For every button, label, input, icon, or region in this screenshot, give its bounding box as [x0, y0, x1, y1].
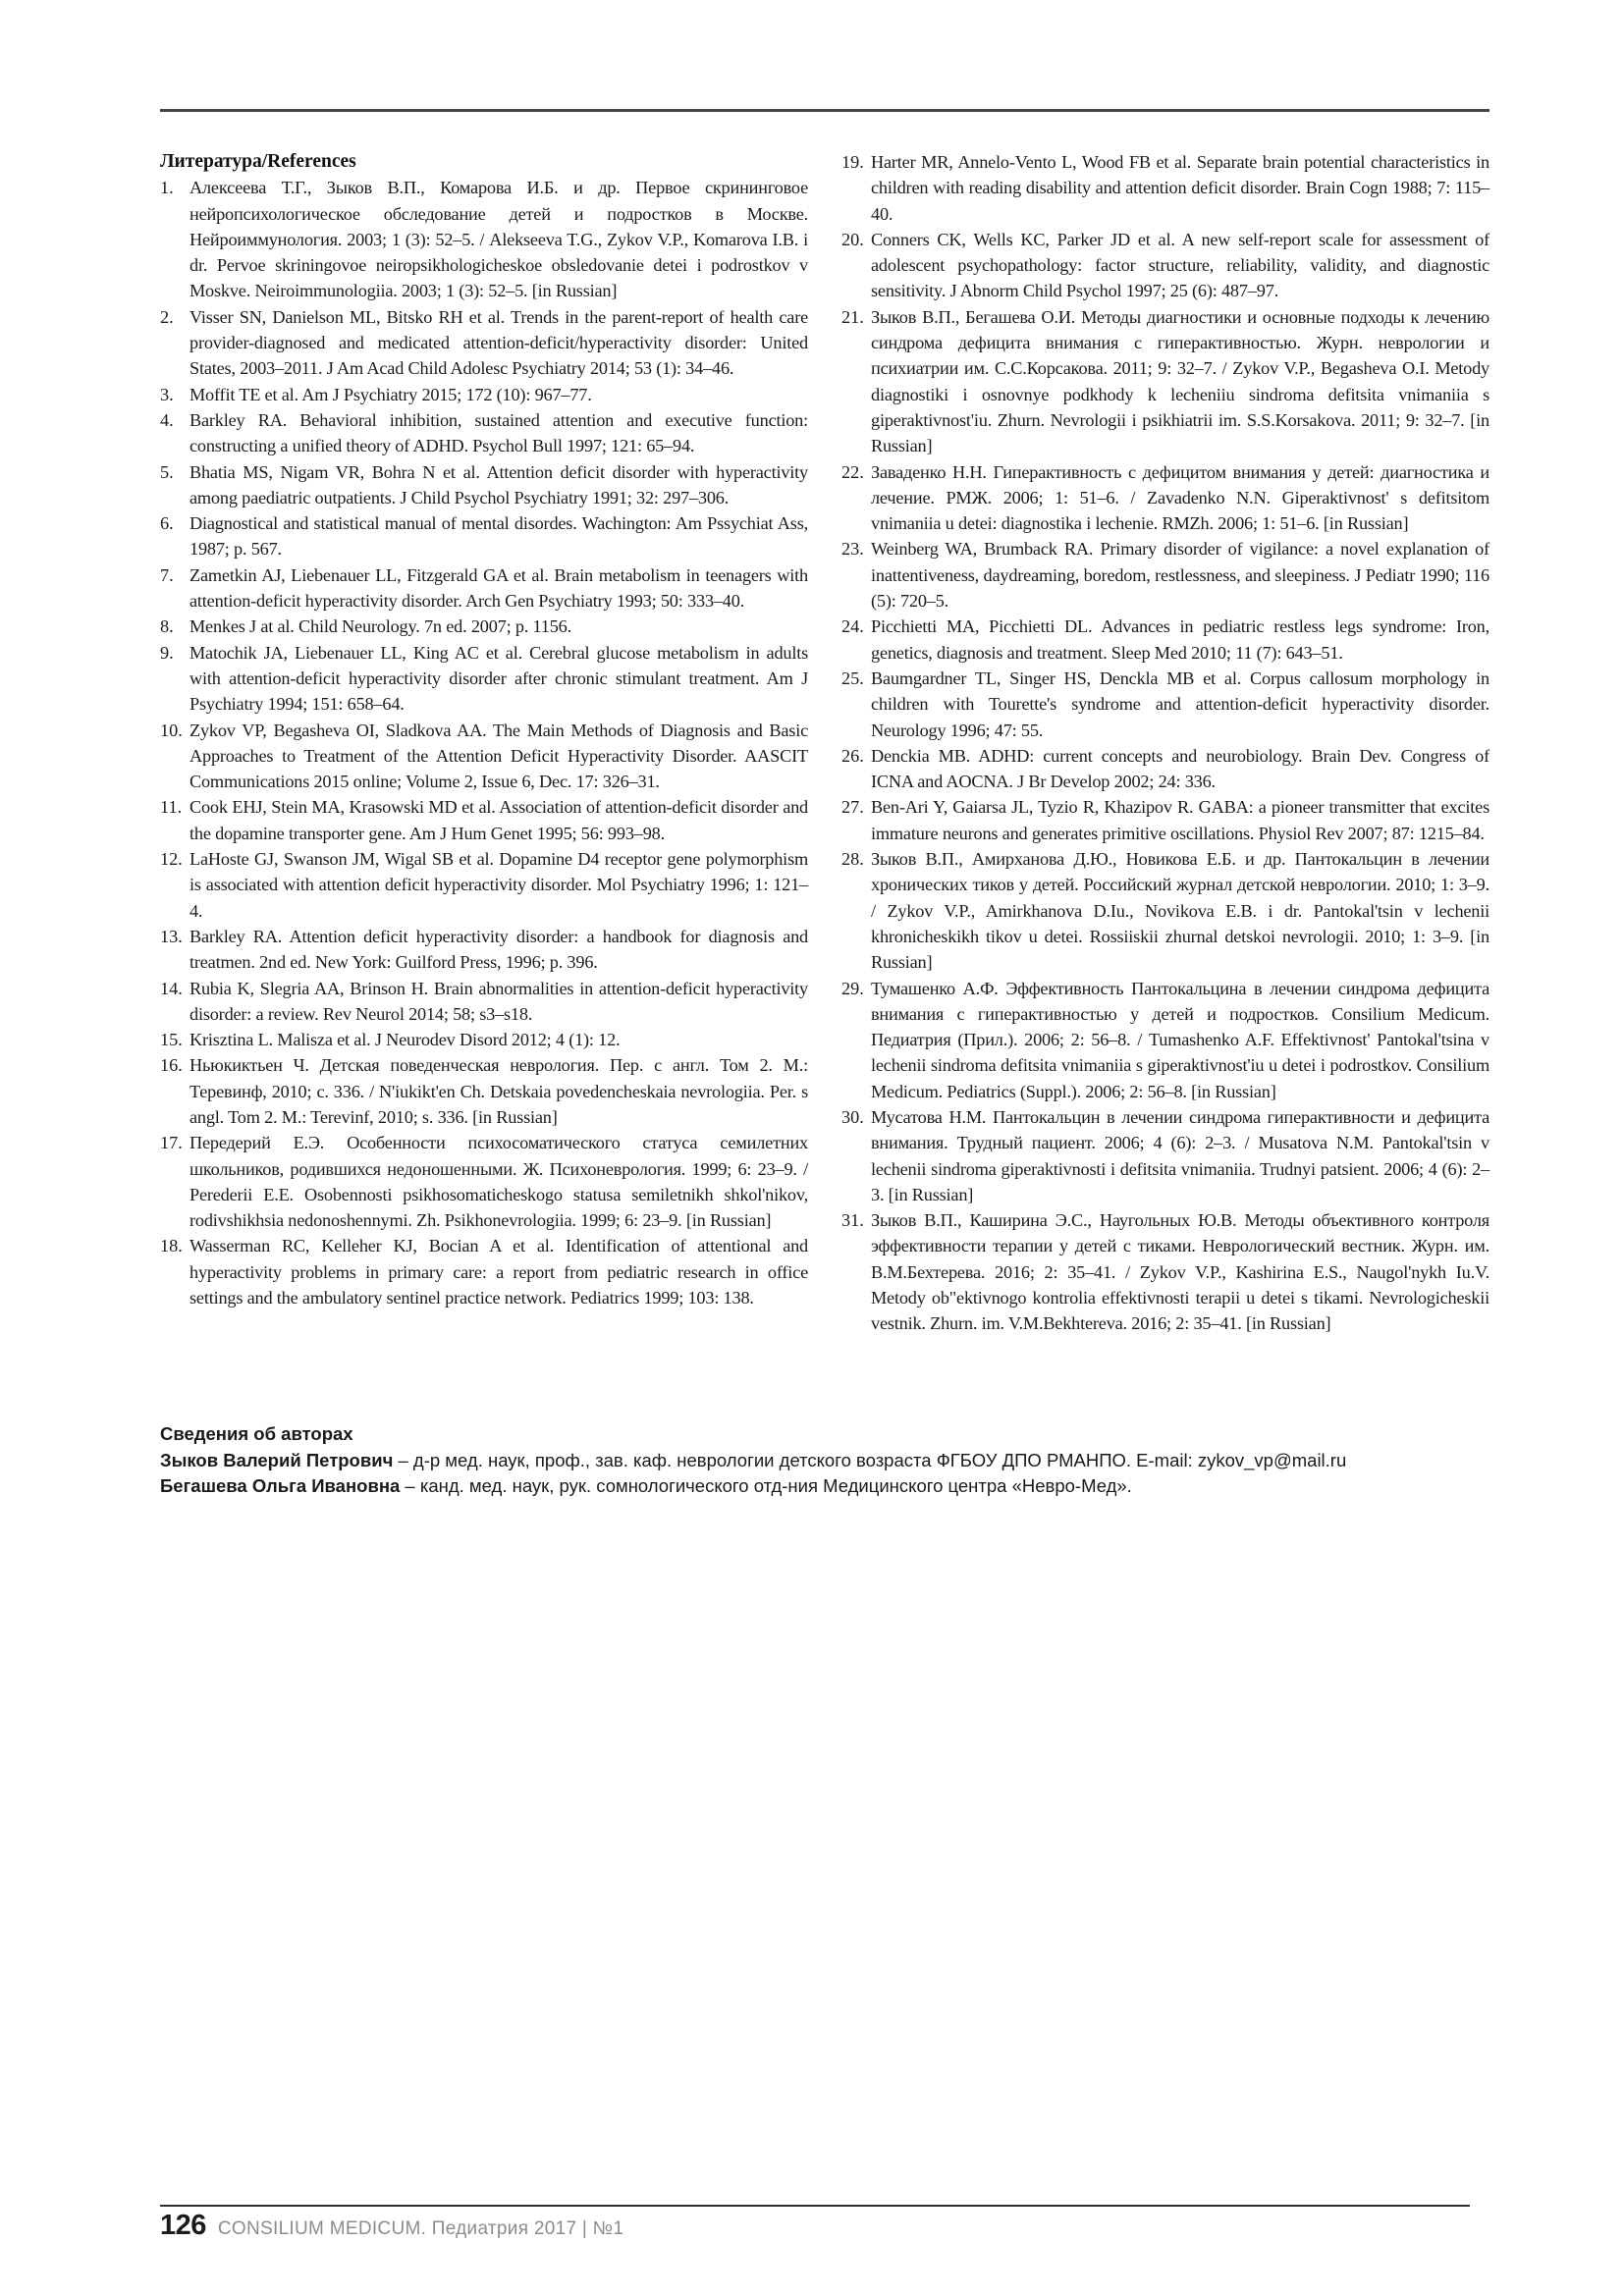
reference-text: Bhatia MS, Nigam VR, Bohra N et al. Attention deficit disorder with hyperactivity among paediatric outpatients. J Child Psychol Psychiatry 1991; 32: 297–306. [189, 461, 808, 507]
reference-number: 7. [160, 564, 174, 585]
reference-item [160, 614, 808, 639]
reference-number: 29. [841, 978, 864, 998]
reference-item [160, 459, 808, 511]
reference-text: Harter MR, Annelo-Vento L, Wood FB et al. Separate brain potential characteristics in children with reading disability and attention deficit disorder. Brain Cogn 1988; 7: 115–40. [871, 152, 1489, 224]
reference-text: Barkley RA. Attention deficit hyperactivity disorder: a handbook for diagnosis and treatmen. 2nd ed. New York: Guilford Press, 1996; p. 396. [189, 926, 808, 973]
reference-item [841, 794, 1489, 846]
reference-item [160, 846, 808, 924]
reference-text: Зыков В.П., Каширина Э.С., Наугольных Ю.В. Методы объективного контроля эффективности терапии у детей с тиками. Неврологический вестник. Журн. им. В.М.Бехтерева. 2016; 2: 35–41. / Zykov V.P., Kashirina E.S., Naugol'nykh Iu.V. Metody ob"ektivnogo kontrolia effektivnosti terapii u detei s tikami. Nevrologicheskii vestnik. Zhurn. im. V.M.Bekhtereva. 2016; 2: 35–41. [in Russian] [871, 1210, 1489, 1334]
reference-number: 28. [841, 849, 864, 870]
reference-number: 13. [160, 926, 183, 946]
reference-number: 9. [160, 642, 174, 663]
reference-item [160, 1233, 808, 1310]
reference-item [841, 227, 1489, 304]
reference-item [160, 1130, 808, 1233]
author-name: Бегашева Ольга Ивановна [160, 1475, 401, 1496]
reference-item [160, 407, 808, 459]
reference-number: 1. [160, 178, 174, 198]
reference-item [841, 614, 1489, 666]
reference-number: 26. [841, 745, 864, 766]
reference-item [841, 1104, 1489, 1207]
reference-text: Diagnostical and statistical manual of mental disordes. Wachington: Am Pssychiat Ass, 1987; p. 567. [189, 513, 808, 560]
reference-item [841, 846, 1489, 975]
reference-number: 12. [160, 849, 183, 870]
reference-text: Menkes J at al. Child Neurology. 7n ed. 2007; p. 1156. [189, 616, 571, 637]
reference-item [841, 149, 1489, 227]
reference-text: Picchietti MA, Picchietti DL. Advances in pediatric restless legs syndrome: Iron, genetics, diagnosis and treatment. Sleep Med 2010; 11 (7): 643–51. [871, 616, 1489, 663]
reference-text: Barkley RA. Behavioral inhibition, sustained attention and executive function: constructing a unified theory of ADHD. Psychol Bull 1997; 121: 65–94. [189, 409, 808, 456]
reference-text: Заваденко Н.Н. Гиперактивность с дефицитом внимания у детей: диагностика и лечение. РМЖ. 2006; 1: 51–6. / Zavadenko N.N. Giperaktivnost' s defitsitom vnimaniia u detei: diagnostika i lechenie. RMZh. 2006; 1: 51–6. [in Russian] [871, 461, 1489, 534]
reference-item [160, 304, 808, 382]
reference-item [160, 562, 808, 614]
author-name: Зыков Валерий Петрович [160, 1449, 394, 1470]
reference-text: Zametkin AJ, Liebenauer LL, Fitzgerald GA et al. Brain metabolism in teenagers with attention-deficit hyperactivity disorder. Arch Gen Psychiatry 1993; 50: 333–40. [189, 564, 808, 612]
author-details: – канд. мед. наук, рук. сомнологического отд-ния Медицинского центра «Невро-Мед». [405, 1475, 1132, 1496]
reference-text: Wasserman RC, Kelleher KJ, Bocian A et al. Identification of attentional and hyperactivity problems in primary care: a report from pediatric research in office settings and the ambulatory sentinel practice network. Pediatrics 1999; 103: 138. [189, 1236, 808, 1308]
reference-item [841, 743, 1489, 795]
reference-number: 11. [160, 797, 183, 818]
references-column-right [841, 149, 1489, 1337]
reference-text: Ben-Ari Y, Gaiarsa JL, Tyzio R, Khazipov R. GABA: a pioneer transmitter that excites immature neurons and generates primitive oscillations. Physiol Rev 2007; 87: 1215–84. [871, 797, 1489, 843]
reference-text: Мусатова Н.М. Пантокальцин в лечении синдрома гиперактивности и дефицита внимания. Трудный пациент. 2006; 4 (6): 2–3. / Musatova N.M. Pantokal'tsin v lechenii sindroma giperaktivnosti i defitsita vnimaniia. Trudnyi patsient. 2006; 4 (6): 2–3. [in Russian] [871, 1106, 1489, 1204]
page-footer [160, 2205, 1470, 2242]
reference-text: Rubia K, Slegria AA, Brinson H. Brain abnormalities in attention-deficit hyperactivity disorder: a review. Rev Neurol 2014; 58; s3–s18. [189, 978, 808, 1024]
reference-item [160, 976, 808, 1028]
reference-text: Зыков В.П., Амирханова Д.Ю., Новикова Е.Б. и др. Пантокальцин в лечении хронических тиков у детей. Российский журнал детской неврологии. 2010; 1: 3–9. / Zykov V.P., Amirkhanova D.Iu., Novikova E.B. i dr. Pantokal'tsin v lechenii khronicheskikh tikov u detei. Rossiiskii zhurnal detskoi nevrologii. 2010; 1: 3–9. [in Russian] [871, 849, 1489, 973]
top-divider-rule [160, 109, 1489, 112]
reference-number: 30. [841, 1106, 864, 1127]
reference-item [160, 794, 808, 846]
reference-number: 21. [841, 306, 864, 327]
reference-number: 22. [841, 461, 864, 482]
reference-number: 19. [841, 152, 864, 172]
author-details: – д-р мед. наук, проф., зав. каф. неврологии детского возраста ФГБОУ ДПО РМАНПО. E-mail: zykov_vp@mail.ru [398, 1449, 1347, 1470]
reference-text: Алексеева Т.Г., Зыков В.П., Комарова И.Б. и др. Первое скрининговое нейропсихологическое обследование детей и подростков в Москве. Нейроиммунология. 2003; 1 (3): 52–5. / Alekseeva T.G., Zykov V.P., Komarova I.B. i dr. Pervoe skriningovoe neiropsikhologicheskoe obsledovanie detei i podrostkov v Moskve. Neiroimmunologiia. 2003; 1 (3): 52–5. [in Russian] [189, 178, 808, 301]
reference-number: 4. [160, 409, 174, 430]
author-line [160, 1448, 1489, 1474]
reference-text: Тумашенко А.Ф. Эффективность Пантокальцина в лечении синдрома дефицита внимания с гиперактивностью у детей и подростков. Consilium Medicum. Педиатрия (Прил.). 2006; 2: 56–8. / Tumashenko A.F. Effektivnost' Pantokal'tsina v lechenii sindroma defitsita vnimaniia s giperaktivnost'iu u detei i podrostkov. Consilium Medicum. Pediatrics (Suppl.). 2006; 2: 56–8. [in Russian] [871, 978, 1489, 1101]
reference-text: Denckia MB. ADHD: current concepts and neurobiology. Brain Dev. Congress of ICNA and AOCNA. J Br Develop 2002; 24: 336. [871, 745, 1489, 792]
reference-item [160, 924, 808, 976]
reference-text: Cook EHJ, Stein MA, Krasowski MD et al. Association of attention-deficit disorder and the dopamine transporter gene. Am J Hum Genet 1995; 56: 993–98. [189, 797, 808, 843]
reference-item [841, 666, 1489, 743]
references-list-right [841, 149, 1489, 1337]
reference-item [841, 459, 1489, 537]
reference-item [841, 304, 1489, 459]
reference-item [160, 382, 808, 407]
authors-heading: Сведения об авторах [160, 1423, 353, 1444]
reference-number: 2. [160, 306, 174, 327]
reference-text: Conners CK, Wells KC, Parker JD et al. A new self-report scale for assessment of adolescent psychopathology: factor structure, reliability, validity, and diagnostic sensitivity. J Abnorm Child Psychol 1997; 25 (6): 487–97. [871, 229, 1489, 301]
reference-number: 31. [841, 1210, 864, 1231]
reference-item [160, 510, 808, 562]
reference-text: Zykov VP, Begasheva OI, Sladkova AA. The Main Methods of Diagnosis and Basic Approaches to Treatment of the Attention Deficit Hyperactivity Disorder. AASCIT Communications 2015 online; Volume 2, Issue 6, Dec. 17: 326–31. [189, 720, 808, 792]
reference-number: 27. [841, 797, 864, 818]
reference-text: Visser SN, Danielson ML, Bitsko RH et al. Trends in the parent-report of health care provider-diagnosed and medicated attention-deficit/hyperactivity disorder: United States, 2003–2011. J Am Acad Child Adolesc Psychiatry 2014; 53 (1): 34–46. [189, 306, 808, 379]
reference-item [160, 718, 808, 795]
reference-number: 10. [160, 720, 183, 740]
reference-text: Зыков В.П., Бегашева О.И. Методы диагностики и основные подходы к лечению синдрома дефицита внимания с гиперактивностью. Журн. неврологии и психиатрии им. С.С.Корсакова. 2011; 9: 32–7. / Zykov V.P., Begasheva O.I. Metody diagnostiki i osnovnye podkhody k lecheniiu sindroma defitsita vnimaniia s giperaktivnost'iu. Zhurn. Nevrologii i psikhiatrii im. S.S.Korsakova. 2011; 9: 32–7. [in Russian] [871, 306, 1489, 456]
reference-number: 14. [160, 978, 183, 998]
reference-text: Baumgardner TL, Singer HS, Denckla MB et al. Corpus callosum morphology in children with Tourette's syndrome and attention-deficit hyperactivity disorder. Neurology 1996; 47: 55. [871, 667, 1489, 740]
journal-issue-label: CONSILIUM MEDICUM. Педиатрия 2017 | №1 [217, 2218, 624, 2239]
reference-number: 20. [841, 229, 864, 249]
reference-item [160, 1052, 808, 1130]
reference-number: 18. [160, 1236, 183, 1256]
page-number: 126 [160, 2210, 206, 2241]
reference-text: Matochik JA, Liebenauer LL, King AC et al. Cerebral glucose metabolism in adults with attention-deficit hyperactivity disorder after chronic stimulant treatment. Am J Psychiatry 1994; 151: 658–64. [189, 642, 808, 715]
reference-number: 24. [841, 616, 864, 637]
reference-number: 23. [841, 539, 864, 560]
reference-number: 5. [160, 461, 174, 482]
reference-item [160, 175, 808, 303]
reference-item [841, 536, 1489, 614]
reference-number: 6. [160, 513, 174, 534]
reference-text: Weinberg WA, Brumback RA. Primary disorder of vigilance: a novel explanation of inattentiveness, daydreaming, boredom, restlessness, and sleepiness. J Pediatr 1990; 116 (5): 720–5. [871, 539, 1489, 612]
reference-number: 8. [160, 616, 174, 637]
references-list-left [160, 175, 808, 1310]
references-heading: Литература/References [160, 151, 356, 172]
reference-item [841, 1207, 1489, 1336]
reference-text: Передерий Е.Э. Особенности психосоматического статуса семилетних школьников, родившихся недоношенными. Ж. Психоневрология. 1999; 6: 23–9. / Perederii E.E. Osobennosti psikhosomaticheskogo statusa semiletnikh shkol'nikov, rodivshikhsia nedonoshennymi. Zh. Psikhonevrologiia. 1999; 6: 23–9. [in Russian] [189, 1133, 808, 1231]
references-column-left [160, 149, 808, 1310]
reference-text: LaHoste GJ, Swanson JM, Wigal SB et al. Dopamine D4 receptor gene polymorphism is associated with attention deficit hyperactivity disorder. Mol Psychiatry 1996; 1: 121–4. [189, 849, 808, 921]
reference-text: Moffit TE et al. Am J Psychiatry 2015; 172 (10): 967–77. [189, 384, 592, 404]
reference-number: 15. [160, 1030, 183, 1050]
reference-item [841, 976, 1489, 1104]
reference-item [160, 640, 808, 718]
reference-number: 3. [160, 384, 174, 404]
reference-text: Ньюкиктьен Ч. Детская поведенческая неврология. Пер. с англ. Том 2. М.: Теревинф, 2010; с. 336. / N'iukikt'en Ch. Detskaia povedencheskaia nevrologiia. Per. s angl. Tom 2. M.: Terevinf, 2010; s. 336. [in Russian] [189, 1055, 808, 1127]
reference-number: 25. [841, 667, 864, 688]
references-section [160, 149, 1489, 1337]
reference-number: 17. [160, 1133, 183, 1153]
reference-number: 16. [160, 1055, 183, 1076]
authors-info-section [160, 1421, 1489, 1500]
reference-text: Krisztina L. Malisza et al. J Neurodev Disord 2012; 4 (1): 12. [189, 1030, 621, 1050]
reference-item [160, 1027, 808, 1052]
author-line [160, 1473, 1489, 1500]
